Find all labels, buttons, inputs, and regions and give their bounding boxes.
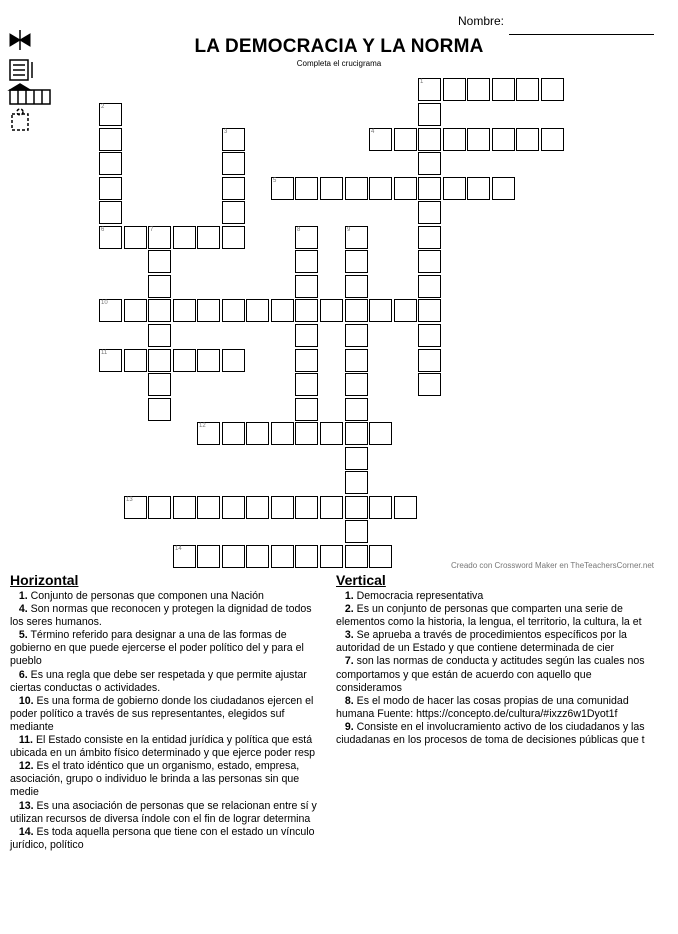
across-heading: Horizontal <box>10 572 79 588</box>
crossword-cell[interactable] <box>246 496 269 519</box>
crossword-cell[interactable] <box>295 398 318 421</box>
crossword-cell[interactable] <box>197 226 220 249</box>
crossword-cell[interactable] <box>99 201 122 224</box>
crossword-cell[interactable] <box>345 250 368 273</box>
crossword-cell[interactable] <box>320 299 343 322</box>
crossword-cell[interactable] <box>467 128 490 151</box>
crossword-cell[interactable] <box>369 299 392 322</box>
crossword-cell[interactable] <box>124 299 147 322</box>
crossword-cell[interactable] <box>197 496 220 519</box>
crossword-cell[interactable] <box>418 299 441 322</box>
crossword-cell[interactable] <box>418 373 441 396</box>
cell-number: 7 <box>150 227 154 233</box>
crossword-cell[interactable] <box>197 349 220 372</box>
crossword-cell[interactable] <box>271 299 294 322</box>
clue-across-14: 14. Es toda aquella persona que tiene con el estado un vínculo jurídico, político <box>10 825 315 851</box>
crossword-cell[interactable] <box>197 422 220 445</box>
crossword-cell[interactable] <box>173 349 196 372</box>
crossword-cell[interactable] <box>369 545 392 568</box>
credit-text: Creado con Crossword Maker en TheTeachersCorner.net <box>450 561 654 570</box>
crossword-cell[interactable] <box>173 226 196 249</box>
crossword-cell[interactable] <box>418 250 441 273</box>
crossword-cell[interactable] <box>541 78 564 101</box>
clue-across-10: 10. Es una forma de gobierno donde los ciudadanos ejercen el poder político a través de sus representantes, elegidos suf mediante <box>10 694 314 733</box>
crossword-cell[interactable] <box>148 373 171 396</box>
crossword-cell[interactable] <box>271 496 294 519</box>
crossword-cell[interactable] <box>345 226 368 249</box>
crossword-cell[interactable] <box>99 177 122 200</box>
crossword-cell[interactable] <box>345 471 368 494</box>
crossword-cell[interactable] <box>345 177 368 200</box>
crossword-cell[interactable] <box>124 496 147 519</box>
crossword-cell[interactable] <box>222 226 245 249</box>
crossword-cell[interactable] <box>345 520 368 543</box>
crossword-cell[interactable] <box>246 422 269 445</box>
crossword-cell[interactable] <box>295 349 318 372</box>
crossword-cell[interactable] <box>148 275 171 298</box>
crossword-cell[interactable] <box>345 324 368 347</box>
crossword-cell[interactable] <box>222 177 245 200</box>
crossword-cell[interactable] <box>345 545 368 568</box>
cell-number: 9 <box>347 227 351 233</box>
crossword-cell[interactable] <box>418 128 441 151</box>
crossword-cell[interactable] <box>271 177 294 200</box>
crossword-cell[interactable] <box>320 422 343 445</box>
crossword-cell[interactable] <box>222 299 245 322</box>
clue-down-9: 9. Consiste en el involucramiento activo de los ciudadanos y las ciudadanas en los procesos de toma de decisiones públicas que t <box>336 720 645 747</box>
crossword-cell[interactable] <box>295 324 318 347</box>
crossword-cell[interactable] <box>99 128 122 151</box>
down-clues <box>336 590 656 747</box>
crossword-cell[interactable] <box>271 422 294 445</box>
crossword-cell[interactable] <box>467 177 490 200</box>
crossword-cell[interactable] <box>173 496 196 519</box>
crossword-cell[interactable] <box>492 177 515 200</box>
crossword-cell[interactable] <box>394 496 417 519</box>
crossword-cell[interactable] <box>541 128 564 151</box>
crossword-cell[interactable] <box>443 78 466 101</box>
crossword-cell[interactable] <box>124 349 147 372</box>
crossword-cell[interactable] <box>246 545 269 568</box>
crossword-cell[interactable] <box>148 299 171 322</box>
cell-number: 12 <box>199 423 206 429</box>
crossword-cell[interactable] <box>222 128 245 151</box>
crossword-cell[interactable] <box>345 349 368 372</box>
cell-number: 6 <box>101 227 105 233</box>
crossword-cell[interactable] <box>148 226 171 249</box>
crossword-cell[interactable] <box>295 177 318 200</box>
crossword-cell[interactable] <box>99 152 122 175</box>
clue-down-2: 2. Es un conjunto de personas que comparten una serie de elementos como la historia, la lengua, el territorio, la cultura, la et <box>336 603 642 629</box>
page-subtitle: Completa el crucigrama <box>296 59 382 68</box>
crossword-cell[interactable] <box>173 299 196 322</box>
crossword-cell[interactable] <box>345 447 368 470</box>
clue-across-12: 12. Es el trato idéntico que un organismo, estado, empresa, asociación, grupo o individuo le brinda a las personas sin que medie <box>10 760 300 799</box>
cell-number: 4 <box>371 129 375 135</box>
cell-number: 11 <box>101 350 108 356</box>
clue-down-8: 8. Es el modo de hacer las cosas propias de una comunidad humana Fuente: https://concepto.de/cultura/#ixzz6w1Dyot1f <box>336 694 629 720</box>
crossword-cell[interactable] <box>394 177 417 200</box>
crossword-cell[interactable] <box>345 299 368 322</box>
crossword-cell[interactable] <box>99 103 122 126</box>
crossword-cell[interactable] <box>320 496 343 519</box>
cell-number: 1 <box>420 79 424 85</box>
clue-across-6: 6. Es una regla que debe ser respetada y que permite ajustar ciertas conductas o actividades. <box>10 668 307 694</box>
crossword-cell[interactable] <box>222 496 245 519</box>
crossword-cell[interactable] <box>516 78 539 101</box>
crossword-cell[interactable] <box>295 226 318 249</box>
crossword-cell[interactable] <box>173 545 196 568</box>
crossword-cell[interactable] <box>148 398 171 421</box>
crossword-cell[interactable] <box>418 103 441 126</box>
crossword-cell[interactable] <box>295 299 318 322</box>
crossword-cell[interactable] <box>295 422 318 445</box>
clue-across-13: 13. Es una asociación de personas que se relacionan entre sí y utilizan recursos de diversa índole con el fin de lograr determina <box>10 799 317 825</box>
crossword-cell[interactable] <box>418 152 441 175</box>
crossword-cell[interactable] <box>222 422 245 445</box>
crossword-cell[interactable] <box>99 299 122 322</box>
clue-across-11: 11. El Estado consiste en la entidad jurídica y política que está ubicada en un ámbito físico determinado y que ejerce poder resp <box>10 734 316 760</box>
crossword-cell[interactable] <box>369 128 392 151</box>
clue-down-7: 7. son las normas de conducta y actitudes según las cuales nos comportamos y que están de acuerdo con aquello que consideramos <box>336 655 645 694</box>
crossword-cell[interactable] <box>492 128 515 151</box>
crossword-cell[interactable] <box>394 128 417 151</box>
page-title: LA DEMOCRACIA Y LA NORMA <box>194 36 484 57</box>
crossword-cell[interactable] <box>516 128 539 151</box>
clue-across-1: 1. Conjunto de personas que componen una Nación <box>18 590 264 602</box>
crossword-cell[interactable] <box>99 349 122 372</box>
cell-number: 13 <box>126 497 133 503</box>
crossword-cell[interactable] <box>197 299 220 322</box>
crossword-cell[interactable] <box>418 324 441 347</box>
crossword-cell[interactable] <box>418 226 441 249</box>
crossword-cell[interactable] <box>222 545 245 568</box>
across-clues <box>10 590 328 852</box>
crossword-cell[interactable] <box>345 398 368 421</box>
crossword-cell[interactable] <box>345 275 368 298</box>
crossword-cell[interactable] <box>418 78 441 101</box>
crossword-cell[interactable] <box>197 545 220 568</box>
crossword-cell[interactable] <box>295 250 318 273</box>
crossword-cell[interactable] <box>148 496 171 519</box>
crossword-cell[interactable] <box>369 177 392 200</box>
crossword-cell[interactable] <box>124 226 147 249</box>
crossword-cell[interactable] <box>418 201 441 224</box>
cell-number: 2 <box>101 104 105 110</box>
crossword-cell[interactable] <box>492 78 515 101</box>
crossword-cell[interactable] <box>295 496 318 519</box>
crossword-cell[interactable] <box>295 545 318 568</box>
crossword-cell[interactable] <box>148 250 171 273</box>
crossword-cell[interactable] <box>320 177 343 200</box>
clue-down-1: 1. Democracia representativa <box>344 590 484 602</box>
crossword-cell[interactable] <box>369 496 392 519</box>
down-heading: Vertical <box>336 572 386 588</box>
crossword-cell[interactable] <box>148 324 171 347</box>
crossword-cell[interactable] <box>369 422 392 445</box>
crossword-cell[interactable] <box>295 373 318 396</box>
crossword-cell[interactable] <box>443 128 466 151</box>
crossword-cell[interactable] <box>418 275 441 298</box>
clue-across-5: 5. Término referido para designar a una de las formas de gobierno en que puede ejercerse el poder político del y para el pueblo <box>10 629 304 668</box>
cell-number: 14 <box>175 546 182 552</box>
cell-number: 8 <box>297 227 301 233</box>
cell-number: 10 <box>101 300 108 306</box>
cell-number: 3 <box>224 129 228 135</box>
crossword-cell[interactable] <box>148 349 171 372</box>
crossword-cell[interactable] <box>246 299 269 322</box>
cell-number: 5 <box>273 178 277 184</box>
clue-across-4: 4. Son normas que reconocen y protegen la dignidad de todos los seres humanos. <box>10 603 312 629</box>
crossword-cell[interactable] <box>295 275 318 298</box>
crossword-cell[interactable] <box>345 373 368 396</box>
crossword-cell[interactable] <box>222 152 245 175</box>
crossword-cell[interactable] <box>418 177 441 200</box>
crossword-cell[interactable] <box>345 422 368 445</box>
crossword-cell[interactable] <box>394 299 417 322</box>
crossword-cell[interactable] <box>99 226 122 249</box>
crossword-cell[interactable] <box>271 545 294 568</box>
crossword-cell[interactable] <box>418 349 441 372</box>
crossword-cell[interactable] <box>345 496 368 519</box>
clue-down-3: 3. Se aprueba a través de procedimientos específicos por la autoridad de un Estado y que contiene determinada de cier <box>336 629 627 655</box>
crossword-cell[interactable] <box>222 349 245 372</box>
crossword-cell[interactable] <box>222 201 245 224</box>
crossword-cell[interactable] <box>467 78 490 101</box>
name-label: Nombre: <box>458 14 505 28</box>
crossword-cell[interactable] <box>443 177 466 200</box>
crossword-cell[interactable] <box>320 545 343 568</box>
